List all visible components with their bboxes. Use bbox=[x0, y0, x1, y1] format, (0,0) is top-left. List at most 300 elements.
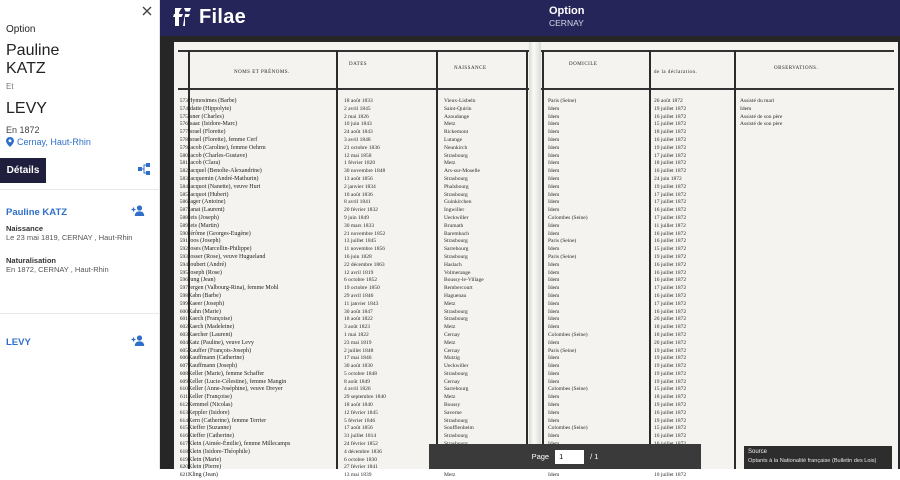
register-name: Klein (Pierre) bbox=[188, 464, 222, 471]
register-birth-date: 29 septembre 1840 bbox=[344, 394, 386, 401]
register-declaration-date: 19 juillet 1872 bbox=[654, 402, 687, 409]
register-declaration-date: 15 juillet 1872 bbox=[654, 246, 687, 253]
register-domicile: Idem bbox=[548, 308, 560, 315]
register-domicile: Idem bbox=[548, 207, 560, 214]
register-domicile: Idem bbox=[548, 246, 560, 253]
register-birth-place: Strasbourg bbox=[444, 316, 468, 323]
register-domicile: Idem bbox=[548, 175, 560, 182]
detail-panel bbox=[0, 0, 160, 469]
register-row-number: 590 bbox=[179, 230, 188, 237]
register-row-number: 593 bbox=[179, 253, 188, 260]
register-birth-date: 24 août 1843 bbox=[344, 129, 373, 136]
register-domicile: Idem bbox=[548, 363, 560, 370]
register-domicile: Idem bbox=[548, 269, 560, 276]
add-person-icon[interactable] bbox=[131, 335, 145, 346]
register-declaration-date: 26 août 1872 bbox=[654, 98, 683, 104]
register-birth-date: 30 août 1847 bbox=[344, 308, 373, 315]
register-domicile: Colombes (Seine) bbox=[548, 331, 588, 338]
register-birth-date: 5 février 1846 bbox=[344, 417, 376, 424]
register-birth-date: 2 juillet 1848 bbox=[344, 347, 374, 354]
register-declaration-date: 15 juillet 1872 bbox=[654, 425, 687, 432]
register-birth-place: Ueckwiller bbox=[444, 214, 469, 221]
register-birth-date: 31 juillet 1814 bbox=[344, 433, 377, 440]
register-domicile: Idem bbox=[548, 285, 560, 292]
register-name: Isner (Charles) bbox=[188, 113, 224, 120]
register-declaration-date: 19 juillet 1872 bbox=[654, 370, 687, 377]
register-birth-date: 18 août 1833 bbox=[344, 98, 373, 104]
register-row-number: 574 bbox=[179, 105, 188, 112]
register-birth-place: Strasbourg bbox=[444, 370, 468, 377]
register-domicile: Idem bbox=[548, 402, 560, 409]
source-box bbox=[744, 446, 892, 469]
register-name: Kauffmann (Catherine) bbox=[188, 355, 245, 362]
register-declaration-date: 17 juillet 1872 bbox=[654, 285, 687, 292]
source-label: Source bbox=[748, 449, 768, 455]
register-declaration-date: 16 juillet 1872 bbox=[654, 168, 687, 175]
register-domicile: Colombes (Seine) bbox=[548, 386, 588, 393]
register-birth-date: 11 novembre 1856 bbox=[344, 246, 386, 253]
register-row-number: 604 bbox=[179, 339, 188, 346]
register-observation: Assisté du mari bbox=[740, 98, 775, 104]
register-row-number: 596 bbox=[179, 277, 188, 284]
register-declaration-date: 20 juillet 1872 bbox=[654, 339, 687, 346]
dates-column bbox=[344, 98, 386, 480]
places-column bbox=[444, 98, 484, 480]
register-name: Josser (Rose), veuve Hugueland bbox=[188, 253, 266, 260]
close-icon[interactable] bbox=[141, 5, 153, 17]
register-name: Joos (Joseph) bbox=[188, 238, 221, 245]
col-header-declaration: de la déclaration. bbox=[654, 70, 698, 75]
register-declaration-date: 18 juillet 1872 bbox=[654, 394, 687, 401]
register-domicile: Idem bbox=[548, 129, 560, 136]
register-domicile: Idem bbox=[548, 316, 560, 323]
register-birth-place: Azoudange bbox=[444, 113, 470, 120]
naturalisation-value: En 1872, CERNAY , Haut-Rhin bbox=[6, 265, 109, 274]
register-birth-place: Saverne bbox=[444, 409, 462, 416]
page-label: Page bbox=[531, 452, 550, 461]
register-name: Klein (Aimée-Émilie), femme Millecamps bbox=[188, 441, 291, 448]
register-birth-place: Strasbourg bbox=[444, 308, 468, 315]
register-row-number: 603 bbox=[179, 331, 188, 338]
register-name: Jacob (Charles-Gustave) bbox=[188, 152, 248, 159]
register-name: Jacob (Caroline), femme Oehrm bbox=[188, 144, 266, 151]
header-title: Option bbox=[549, 5, 585, 17]
scanned-register-page bbox=[174, 42, 898, 479]
register-name: Isaac (Isidore-Marc) bbox=[188, 121, 238, 128]
register-birth-place: Boussy-le-Village bbox=[444, 277, 484, 284]
register-birth-place: Cernay bbox=[444, 347, 460, 354]
register-birth-date: 22 décembre 1863 bbox=[344, 261, 385, 268]
register-declaration-date: 18 juillet 1872 bbox=[654, 331, 687, 338]
register-declaration-date: 19 juillet 1872 bbox=[654, 144, 687, 151]
header-subtitle: CERNAY bbox=[549, 18, 584, 28]
register-birth-place: Sarrebourg bbox=[444, 246, 469, 253]
family-tree-icon[interactable] bbox=[138, 163, 151, 175]
page-gutter bbox=[529, 42, 541, 469]
register-birth-place: Metz bbox=[444, 121, 456, 128]
register-row-number: 589 bbox=[179, 222, 188, 229]
register-row-number: 587 bbox=[179, 207, 188, 214]
page-total: / 1 bbox=[590, 452, 599, 461]
register-domicile: Colombes (Seine) bbox=[548, 425, 588, 432]
register-birth-date: 6 octobre 1852 bbox=[344, 277, 377, 284]
column-rule bbox=[542, 50, 544, 469]
register-row-number: 592 bbox=[179, 246, 188, 253]
register-name: Joseph (Rose) bbox=[188, 269, 222, 276]
register-domicile: Idem bbox=[548, 433, 560, 440]
register-birth-place: Phalsbourg bbox=[444, 183, 469, 190]
register-birth-place: Strasbourg bbox=[444, 152, 468, 159]
register-name: Jeis (Martin) bbox=[188, 222, 219, 229]
register-domicile: Idem bbox=[548, 370, 560, 377]
register-domicile: Idem bbox=[548, 191, 560, 198]
register-domicile: Idem bbox=[548, 183, 560, 190]
register-birth-place: Neunkirch bbox=[444, 144, 468, 151]
register-domicile: Idem bbox=[548, 144, 560, 151]
register-row-number: 620 bbox=[179, 464, 188, 471]
register-name: Jung (Jean) bbox=[188, 277, 216, 284]
register-birth-date: 19 octobre 1850 bbox=[344, 285, 380, 292]
register-row-number: 607 bbox=[179, 363, 188, 370]
register-name: Hymosimes (Barbe) bbox=[188, 98, 237, 104]
register-birth-date: 4 décembre 1836 bbox=[344, 448, 382, 455]
register-row-number: 588 bbox=[179, 214, 188, 221]
register-birth-place: Soufflenheim bbox=[444, 425, 474, 432]
register-birth-date: 20 février 1832 bbox=[344, 207, 378, 214]
register-domicile: Idem bbox=[548, 199, 560, 206]
register-row-number: 616 bbox=[179, 433, 188, 440]
register-birth-place: Cernay bbox=[444, 378, 460, 385]
register-declaration-date: 16 juillet 1872 bbox=[654, 207, 687, 214]
register-declaration-date: 16 juillet 1872 bbox=[654, 230, 687, 237]
register-declaration-date: 16 juillet 1872 bbox=[654, 113, 687, 120]
column-rule bbox=[649, 50, 651, 469]
register-name: Janat (Laurent) bbox=[188, 207, 225, 214]
register-domicile: Paris (Seine) bbox=[548, 253, 577, 260]
register-domicile: Idem bbox=[548, 222, 560, 229]
panel-option-label: Option bbox=[6, 24, 36, 35]
register-name: Keller (Lucie-Célestine), femme Mangin bbox=[188, 378, 287, 385]
register-birth-date: 13 mai 1839 bbox=[344, 472, 372, 479]
col-header-naissance: NAISSANCE bbox=[454, 66, 487, 71]
register-observation: Idem bbox=[740, 105, 752, 112]
register-birth-place: Mutzig bbox=[444, 355, 460, 362]
register-birth-place: Rembercourt bbox=[444, 285, 473, 292]
register-domicile: Colombes (Seine) bbox=[548, 214, 588, 221]
names-column bbox=[188, 98, 348, 480]
register-name: Kaecher (Laurent) bbox=[188, 331, 233, 338]
register-row-number: 575 bbox=[179, 113, 188, 120]
register-name: Keller (Françoise) bbox=[188, 394, 232, 401]
register-row-number: 611 bbox=[179, 394, 188, 401]
register-birth-date: 3 avril 1848 bbox=[344, 136, 371, 143]
register-domicile: Idem bbox=[548, 113, 560, 120]
register-name: Kabn (Barbe) bbox=[188, 292, 221, 299]
register-name: Kieffer (Catherine) bbox=[188, 433, 235, 440]
register-birth-date: 18 août 1822 bbox=[344, 316, 373, 323]
register-row-number: 580 bbox=[179, 152, 188, 159]
register-row-number: 600 bbox=[179, 308, 188, 315]
register-domicile: Idem bbox=[548, 136, 560, 143]
register-domicile: Idem bbox=[548, 409, 560, 416]
col-header-dates: DATES bbox=[349, 62, 368, 67]
register-name: Jager (Antoine) bbox=[188, 199, 226, 206]
register-birth-date: 24 février 1852 bbox=[344, 441, 378, 448]
register-birth-date: 8 avril 1841 bbox=[344, 199, 371, 206]
birth-label: Naissance bbox=[6, 224, 44, 233]
register-declaration-date: 17 juillet 1872 bbox=[654, 191, 687, 198]
register-row-number: 583 bbox=[179, 175, 188, 182]
register-domicile: Idem bbox=[548, 261, 560, 268]
register-birth-place: Strasbourg bbox=[444, 433, 468, 440]
register-name: Kahn (Marie) bbox=[188, 308, 221, 315]
col-header-domicile: DOMICILE bbox=[569, 62, 598, 67]
register-domicile: Idem bbox=[548, 300, 560, 307]
birth-value: Le 23 mai 1819, CERNAY , Haut-Rhin bbox=[6, 233, 133, 242]
register-row-number: 609 bbox=[179, 378, 188, 385]
panel-divider bbox=[0, 313, 160, 314]
register-row-number: 585 bbox=[179, 191, 188, 198]
register-row-number: 615 bbox=[179, 425, 188, 432]
register-domicile: Idem bbox=[548, 277, 560, 284]
register-birth-date: 5 octobre 1848 bbox=[344, 370, 377, 377]
source-text: Optants à la Nationalité française (Bulletin des Lois) bbox=[748, 458, 877, 464]
register-name: Idatte (Hippolyte) bbox=[188, 105, 232, 112]
register-birth-date: 17 août 1856 bbox=[344, 425, 373, 432]
register-birth-date: 29 avril 1846 bbox=[344, 292, 374, 299]
register-declaration-date: 16 juillet 1872 bbox=[654, 261, 687, 268]
register-birth-place: Ueckwiller bbox=[444, 363, 469, 370]
register-domicile: Paris (Seine) bbox=[548, 98, 577, 104]
register-declaration-date: 16 juillet 1872 bbox=[654, 292, 687, 299]
register-domicile: Idem bbox=[548, 394, 560, 401]
person-link-levy[interactable]: LEVY bbox=[6, 337, 31, 348]
observations-column bbox=[740, 98, 782, 129]
row-numbers bbox=[174, 98, 188, 480]
register-declaration-date: 19 juillet 1872 bbox=[654, 378, 687, 385]
naturalisation-label: Naturalisation bbox=[6, 256, 57, 265]
panel-divider bbox=[0, 189, 160, 190]
register-row-number: 576 bbox=[179, 121, 188, 128]
register-name: Jacquot (Hubert) bbox=[188, 191, 229, 198]
register-birth-place: Volmerange bbox=[444, 269, 471, 276]
event-place: Cernay, Haut-Rhin bbox=[17, 137, 91, 147]
register-name: Keppler (Isidore) bbox=[188, 409, 230, 416]
register-declaration-date: 15 juillet 1872 bbox=[654, 386, 687, 393]
register-declaration-date: 16 juillet 1872 bbox=[654, 136, 687, 143]
register-name: Kauffmann (Joseph) bbox=[188, 363, 238, 370]
register-domicile: Idem bbox=[548, 355, 560, 362]
register-name: Katz (Pauline), veuve Levy bbox=[188, 339, 254, 346]
register-birth-place: Ingwiller bbox=[444, 207, 465, 214]
declaration-column bbox=[654, 98, 686, 480]
register-birth-date: 23 mai 1819 bbox=[344, 339, 372, 346]
register-birth-date: 2 janvier 1834 bbox=[344, 183, 376, 190]
register-declaration-date: 11 juillet 1872 bbox=[654, 222, 686, 229]
register-birth-place: Metz bbox=[444, 394, 456, 401]
register-declaration-date: 19 juillet 1872 bbox=[654, 417, 687, 424]
register-declaration-date: 26 juillet 1872 bbox=[654, 316, 687, 323]
register-row-number: 612 bbox=[179, 402, 188, 409]
register-row-number: 594 bbox=[179, 261, 188, 268]
register-birth-date: 12 mai 1858 bbox=[344, 152, 372, 159]
register-birth-date: 2 mai 1826 bbox=[344, 113, 369, 120]
register-name: Joubert (André) bbox=[188, 261, 227, 268]
register-birth-place: Metz bbox=[444, 300, 456, 307]
register-birth-date: 11 janvier 1843 bbox=[344, 300, 379, 307]
register-declaration-date: 19 juillet 1872 bbox=[654, 183, 687, 190]
person-first-name: Pauline bbox=[6, 42, 60, 59]
register-domicile: Idem bbox=[548, 378, 560, 385]
register-name: Joses (Marcellin-Philippe) bbox=[188, 246, 252, 253]
register-name: Keller (Marie), femme Schaffer bbox=[188, 370, 265, 377]
filae-logo[interactable] bbox=[170, 5, 246, 29]
register-name: Kaech (Françoise) bbox=[188, 316, 233, 323]
register-name: Jacquel (Benoîte-Alexandrine) bbox=[188, 168, 262, 175]
map-pin-icon bbox=[6, 137, 14, 147]
register-birth-place: Strasbourg bbox=[444, 191, 468, 198]
register-row-number: 582 bbox=[179, 168, 188, 175]
register-birth-date: 1 février 1820 bbox=[344, 160, 376, 167]
register-domicile: Idem bbox=[548, 121, 560, 128]
register-birth-place: Haguenau bbox=[444, 292, 467, 299]
register-birth-date: 27 février 1841 bbox=[344, 464, 378, 471]
register-birth-place: Strasbourg bbox=[444, 238, 468, 245]
register-birth-date: 13 juillet 1845 bbox=[344, 238, 377, 245]
register-birth-place: Barembach bbox=[444, 230, 470, 237]
register-row-number: 606 bbox=[179, 355, 188, 362]
register-domicile: Idem bbox=[548, 160, 560, 167]
column-rule bbox=[436, 50, 438, 469]
register-name: Kieffer (Suzanne) bbox=[188, 425, 232, 432]
register-row-number: 595 bbox=[179, 269, 188, 276]
register-row-number: 613 bbox=[179, 409, 188, 416]
register-row-number: 617 bbox=[179, 441, 188, 448]
register-birth-date: 2 avril 1845 bbox=[344, 105, 371, 112]
register-row-number: 602 bbox=[179, 324, 188, 331]
register-name: Kauffer (François-Joseph) bbox=[188, 347, 252, 354]
register-birth-place: Metz bbox=[444, 472, 456, 479]
register-row-number: 605 bbox=[179, 347, 188, 354]
register-domicile: Idem bbox=[548, 292, 560, 299]
register-name: Jergen (Valbourg-Rina), femme Mohl bbox=[188, 285, 279, 292]
register-row-number: 619 bbox=[179, 456, 188, 463]
register-birth-date: 10 août 1836 bbox=[344, 191, 373, 198]
conjunction-label: Et bbox=[6, 82, 14, 91]
register-birth-place: Sarrebourg bbox=[444, 386, 469, 393]
register-name: Jacquot (Nanette), veuve Hurt bbox=[188, 183, 261, 190]
register-birth-place: Boussy bbox=[444, 402, 461, 409]
register-domicile: Idem bbox=[548, 339, 560, 346]
register-declaration-date: 17 juillet 1872 bbox=[654, 152, 687, 159]
register-birth-place: Haslach bbox=[444, 261, 462, 268]
filae-logo-icon bbox=[170, 5, 194, 29]
register-row-number: 577 bbox=[179, 129, 188, 136]
register-birth-place: Saint-Quirin bbox=[444, 105, 472, 112]
register-name: Klein (Marie) bbox=[188, 456, 222, 463]
register-name: Kaeer (Joseph) bbox=[188, 300, 225, 307]
col-header-observations: OBSERVATIONS. bbox=[774, 66, 819, 71]
register-row-number: 618 bbox=[179, 448, 188, 455]
details-button[interactable]: Détails bbox=[0, 158, 46, 183]
register-birth-date: 4 avril 1826 bbox=[344, 386, 371, 393]
register-declaration-date: 16 juillet 1872 bbox=[654, 433, 687, 440]
register-row-number: 584 bbox=[179, 183, 188, 190]
register-domicile: Idem bbox=[548, 168, 560, 175]
col-header-names: NOMS ET PRÉNOMS. bbox=[234, 70, 290, 75]
register-declaration-date: 19 juillet 1872 bbox=[654, 355, 687, 362]
register-domicile: Idem bbox=[548, 105, 560, 112]
add-person-icon[interactable] bbox=[131, 205, 145, 216]
brand-name: Filae bbox=[199, 5, 247, 28]
document-viewer[interactable] bbox=[160, 36, 900, 479]
register-birth-date: 6 octobre 1830 bbox=[344, 456, 377, 463]
person-link-katz[interactable]: Pauline KATZ bbox=[6, 207, 68, 218]
register-birth-place: Strasbourg bbox=[444, 253, 468, 260]
register-declaration-date: 16 juillet 1872 bbox=[654, 308, 687, 315]
register-declaration-date: 17 juillet 1872 bbox=[654, 214, 687, 221]
register-name: Kaech (Madeleine) bbox=[188, 324, 235, 331]
register-row-number: 621 bbox=[179, 472, 188, 479]
register-birth-place: Metz bbox=[444, 160, 456, 167]
register-birth-place: Metz bbox=[444, 324, 456, 331]
register-domicile: Paris (Seine) bbox=[548, 347, 577, 354]
register-birth-date: 21 octobre 1836 bbox=[344, 144, 380, 151]
register-birth-date: 9 juin 1849 bbox=[344, 214, 370, 221]
register-row-number: 599 bbox=[179, 300, 188, 307]
register-name: Klein (Isidore-Théophile) bbox=[188, 448, 250, 455]
register-domicile: Idem bbox=[548, 230, 560, 237]
domicile-column bbox=[548, 98, 588, 480]
register-birth-place: Vieux-Lisbeln bbox=[444, 98, 476, 104]
register-row-number: 573 bbox=[179, 98, 188, 104]
register-declaration-date: 15 juillet 1872 bbox=[654, 121, 687, 128]
register-birth-date: 21 novembre 1852 bbox=[344, 230, 386, 237]
register-declaration-date: 17 juillet 1872 bbox=[654, 199, 687, 206]
register-row-number: 579 bbox=[179, 144, 188, 151]
register-domicile: Idem bbox=[548, 417, 560, 424]
register-birth-date: 12 février 1845 bbox=[344, 409, 378, 416]
register-name: Israel (Florette), femme Cerf bbox=[188, 136, 258, 143]
register-birth-date: 30 août 1830 bbox=[344, 363, 373, 370]
column-rule bbox=[734, 50, 736, 469]
event-place-link[interactable] bbox=[6, 137, 91, 147]
page-number-input[interactable] bbox=[555, 450, 584, 464]
register-row-number: 608 bbox=[179, 370, 188, 377]
register-birth-date: 13 août 1856 bbox=[344, 175, 373, 182]
register-birth-place: Brumath bbox=[444, 222, 464, 229]
register-row-number: 597 bbox=[179, 285, 188, 292]
register-declaration-date: 16 juillet 1872 bbox=[654, 269, 687, 276]
register-observation: Assisté de son père bbox=[740, 121, 783, 128]
register-declaration-date: 19 juillet 1872 bbox=[654, 105, 687, 112]
top-header bbox=[160, 0, 900, 36]
register-row-number: 614 bbox=[179, 417, 188, 424]
register-row-number: 591 bbox=[179, 238, 188, 245]
spouse-name: LEVY bbox=[6, 100, 47, 117]
register-domicile: Idem bbox=[548, 472, 560, 479]
register-declaration-date: 19 juillet 1872 bbox=[654, 363, 687, 370]
register-declaration-date: 18 juillet 1872 bbox=[654, 324, 687, 331]
register-declaration-date: 17 juillet 1872 bbox=[654, 300, 687, 307]
register-row-number: 610 bbox=[179, 386, 188, 393]
register-row-number: 601 bbox=[179, 316, 188, 323]
person-last-name: KATZ bbox=[6, 60, 46, 77]
register-birth-date: 18 août 1840 bbox=[344, 402, 373, 409]
register-birth-place: Ars-sur-Moselle bbox=[444, 168, 480, 175]
register-name: Israel (Florette) bbox=[188, 129, 226, 136]
register-birth-date: 8 août 1849 bbox=[344, 378, 370, 385]
